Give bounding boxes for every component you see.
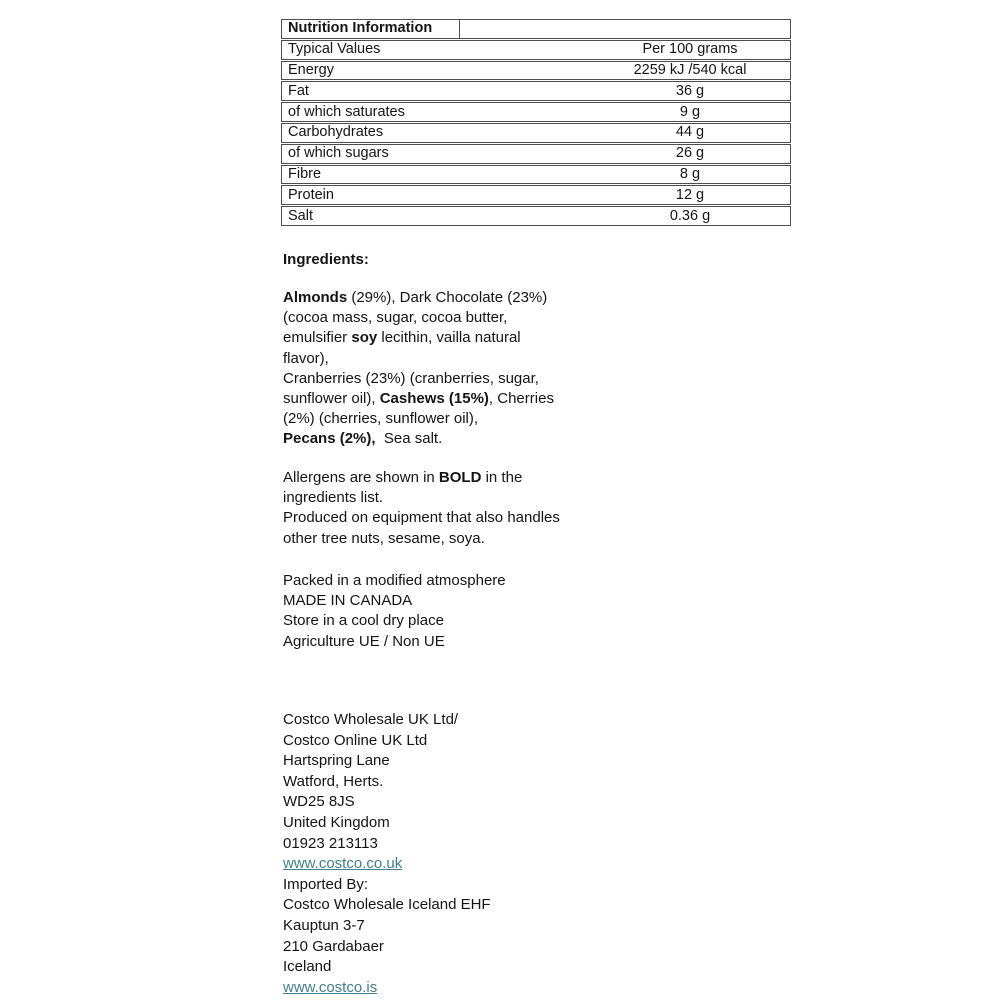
row-value: 2259 kJ /540 kcal (633, 61, 747, 78)
text-line (283, 508, 560, 528)
text-segment: WD25 8JS (283, 793, 355, 811)
ingredients-heading: Ingredients: (283, 251, 369, 268)
text-line (283, 731, 491, 752)
text-segment: Cashews (15%) (379, 390, 489, 408)
link-www-costco-co-uk[interactable]: www.costco.co.uk (283, 855, 403, 873)
nutrition-table-columns-row (281, 40, 791, 60)
text-line (283, 611, 506, 631)
row-label: Carbohydrates (288, 124, 384, 141)
text-segment: Pecans (2%), (283, 430, 376, 448)
table-row (281, 165, 791, 185)
allergen-statement (283, 468, 560, 549)
text-segment: 01923 213113 (283, 834, 378, 852)
text-line (283, 328, 554, 348)
row-label: Salt (288, 207, 313, 224)
row-label: Energy (288, 61, 334, 78)
text-segment: Almonds (283, 289, 348, 306)
text-segment: Cranberries (23%) (cranberries, sugar, (283, 369, 539, 387)
text-segment: 210 Gardabaer (283, 937, 384, 955)
text-segment: Allergens are shown in (283, 469, 439, 486)
row-label: Fibre (288, 165, 322, 182)
text-line (283, 834, 491, 855)
nutrition-table (281, 19, 791, 227)
text-line (283, 937, 491, 958)
row-label: Protein (288, 186, 334, 203)
text-segment: Hartspring Lane (283, 752, 390, 770)
text-line (283, 389, 554, 409)
text-line (283, 751, 491, 772)
text-segment: sunflower oil), (283, 390, 380, 408)
row-value: 36 g (675, 82, 705, 99)
text-segment: other tree nuts, sesame, soya. (283, 529, 485, 547)
nutrition-table-title: Nutrition Information (282, 20, 460, 38)
text-line (283, 916, 491, 937)
text-segment: (cocoa mass, sugar, cocoa butter, (283, 309, 508, 327)
text-segment: (2%) (cherries, sunflower oil), (283, 410, 479, 428)
text-line (283, 591, 506, 611)
ingredients-paragraph (283, 288, 554, 450)
text-line (283, 488, 560, 508)
address-block (283, 710, 491, 998)
row-value: 26 g (675, 145, 705, 162)
text-segment: flavor), (283, 349, 329, 367)
row-label: of which sugars (288, 145, 389, 162)
text-segment: Iceland (283, 958, 332, 976)
text-line (283, 772, 491, 793)
text-line (283, 529, 560, 549)
text-segment: soy (351, 329, 378, 347)
row-value: 9 g (679, 103, 701, 120)
text-line (283, 571, 506, 591)
text-line (283, 978, 491, 999)
row-label: Fat (288, 82, 309, 99)
text-segment: Agriculture UE / Non UE (283, 632, 445, 650)
text-line (283, 308, 554, 328)
text-line (283, 792, 491, 813)
text-segment: Store in a cool dry place (283, 612, 444, 630)
nutrition-table-header-spacer (460, 20, 790, 38)
row-label: of which saturates (288, 103, 405, 120)
column-typical-values: Typical Values (288, 41, 381, 58)
storage-origin-block (283, 571, 506, 652)
table-row (281, 144, 791, 164)
row-value: 44 g (675, 124, 705, 141)
text-line (283, 895, 491, 916)
text-segment: Sea salt. (375, 430, 443, 448)
text-line (283, 875, 491, 896)
table-row (281, 185, 791, 205)
row-value: 0.36 g (669, 207, 711, 224)
text-segment: Produced on equipment that also handles (283, 509, 560, 527)
text-segment: Costco Wholesale Iceland EHF (283, 896, 491, 914)
column-per-100-grams: Per 100 grams (642, 41, 738, 58)
table-row (281, 81, 791, 101)
nutrition-table-body (281, 61, 791, 226)
text-segment: Watford, Herts. (283, 772, 384, 790)
text-line (283, 409, 554, 429)
text-segment: Costco Wholesale UK Ltd/ (283, 711, 459, 728)
table-row (281, 206, 791, 226)
text-segment: emulsifier (283, 329, 352, 347)
text-segment: BOLD (438, 469, 482, 486)
row-value: 12 g (675, 186, 705, 203)
text-line (283, 288, 554, 308)
text-line (283, 854, 491, 875)
table-row (281, 102, 791, 122)
text-line (283, 468, 560, 488)
row-value: 8 g (679, 165, 701, 182)
text-line (283, 813, 491, 834)
text-segment: United Kingdom (283, 813, 390, 831)
text-segment: in the (481, 469, 523, 486)
text-segment: Packed in a modified atmosphere (283, 572, 506, 589)
text-segment: , Cherries (488, 390, 554, 408)
text-segment: (29%), Dark Chocolate (23%) (347, 289, 548, 306)
text-line (283, 632, 506, 652)
text-line (283, 957, 491, 978)
table-row (281, 61, 791, 81)
text-line (283, 429, 554, 449)
table-row (281, 123, 791, 143)
text-line (283, 349, 554, 369)
nutrition-table-header-row (281, 19, 791, 39)
text-segment: lecithin, vailla natural (377, 329, 521, 347)
text-segment: MADE IN CANADA (283, 592, 413, 610)
text-segment: Imported By: (283, 875, 369, 893)
text-segment: ingredients list. (283, 489, 384, 507)
text-line (283, 710, 491, 731)
text-segment: Costco Online UK Ltd (283, 731, 428, 749)
text-segment: Kauptun 3-7 (283, 916, 365, 934)
text-line (283, 369, 554, 389)
link-www-costco-is[interactable]: www.costco.is (283, 978, 378, 996)
